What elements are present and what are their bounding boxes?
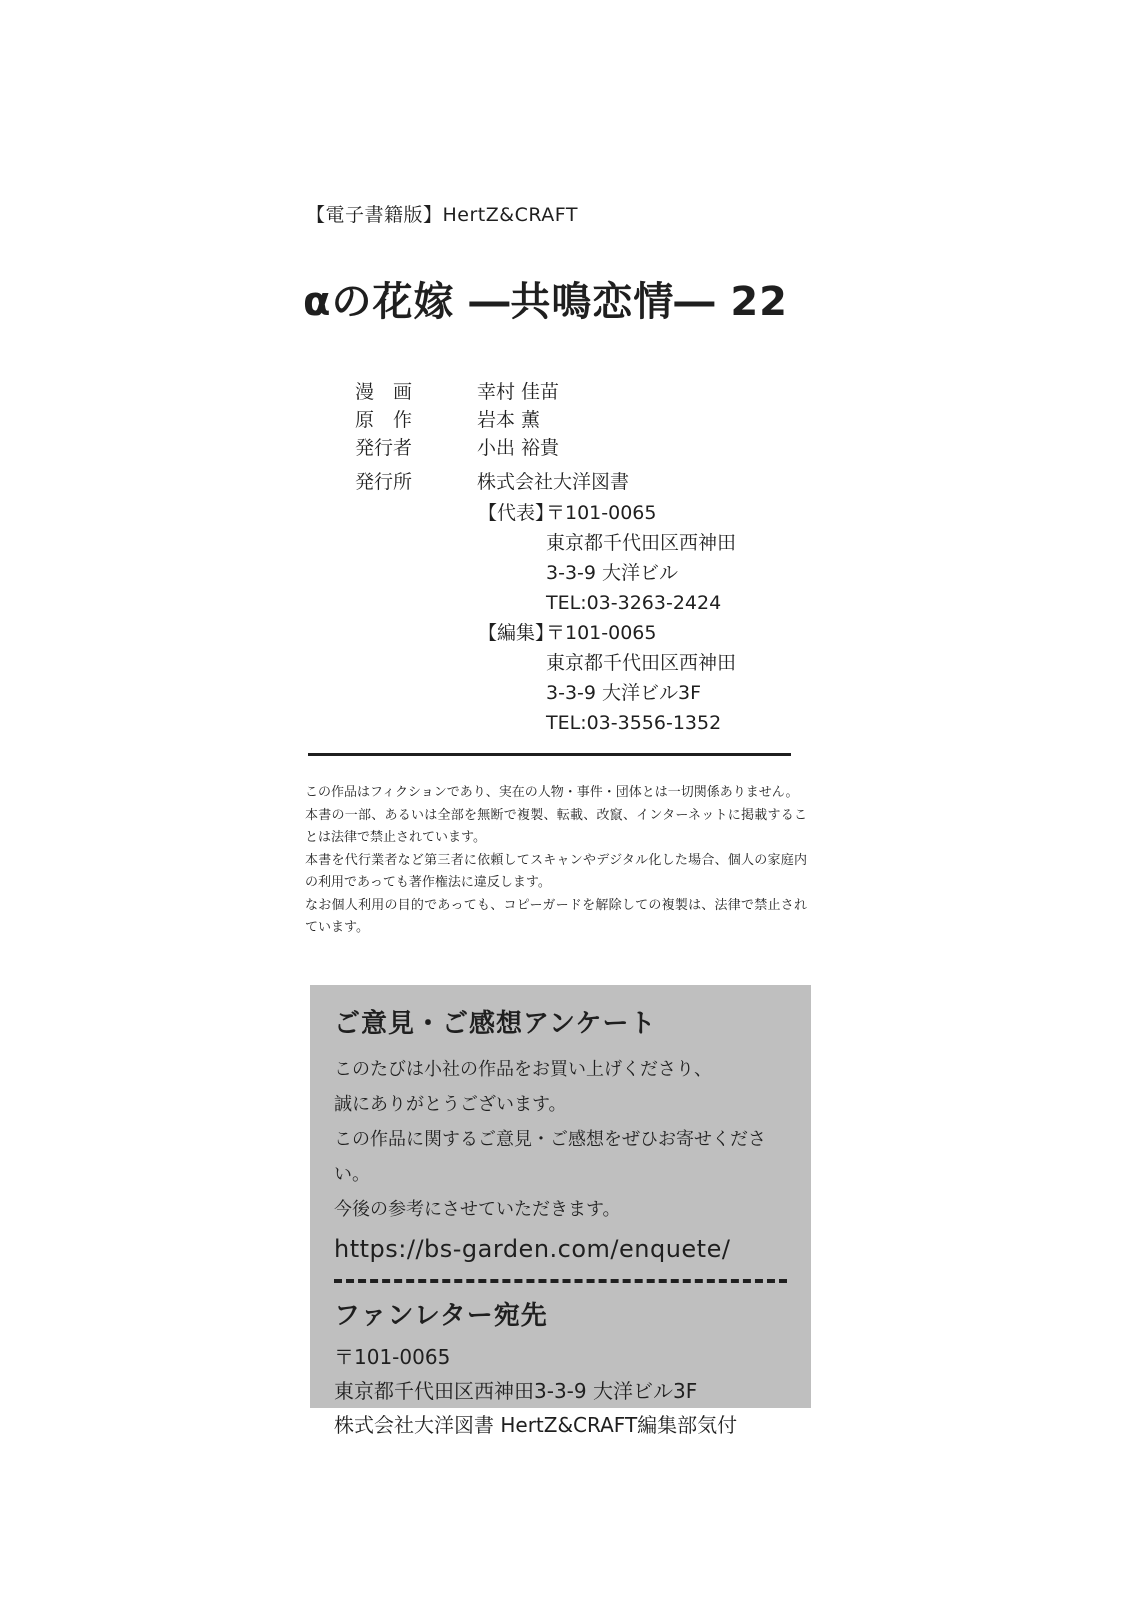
- postal-code: 〒101-0065: [546, 502, 657, 524]
- credit-row-original: [355, 406, 629, 434]
- credit-value: 幸村 佳苗: [477, 381, 560, 403]
- survey-title: ご意見・ご感想アンケート: [334, 1009, 657, 1039]
- address-line: 東京都千代田区西神田: [546, 652, 737, 674]
- credit-value: 小出 裕貴: [477, 437, 560, 459]
- disclaimer-paragraph: 本書を代行業者など第三者に依頼してスキャンやデジタル化した場合、個人の家庭内の利用であっても著作権法に違反します。: [305, 852, 807, 890]
- phone-number: TEL:03-3263-2424: [546, 592, 722, 614]
- postal-code: 〒101-0065: [546, 622, 657, 644]
- fanletter-recipient: 株式会社大洋図書 HertZ&CRAFT編集部気付: [334, 1413, 738, 1437]
- disclaimer-paragraph: なお個人利用の目的であっても、コピーガードを解除しての複製は、法律で禁止されています。: [305, 897, 807, 935]
- disclaimer-paragraph: この作品はフィクションであり、実在の人物・事件・団体とは一切関係ありません。: [305, 785, 799, 800]
- disclaimer-paragraph: 本書の一部、あるいは全部を無断で複製、転載、改竄、インターネットに掲載することは法律で禁止されています。: [305, 807, 807, 845]
- survey-url: https://bs-garden.com/enquete/: [334, 1235, 731, 1263]
- contact-editorial: [478, 618, 736, 738]
- credits-list: [355, 378, 629, 496]
- phone-number: TEL:03-3556-1352: [546, 712, 722, 734]
- contact-label: 【代表】: [478, 502, 555, 524]
- survey-box: [310, 985, 811, 1437]
- divider-rule: [308, 753, 791, 756]
- contact-label: 【編集】: [478, 622, 555, 644]
- survey-body-line: このたびは小社の作品をお買い上げくださり、: [334, 1059, 712, 1080]
- credit-label: 原 作: [355, 409, 413, 431]
- credit-row-manga: [355, 378, 629, 406]
- contact-address: [546, 618, 736, 738]
- credit-label: 発行者: [355, 437, 413, 459]
- credit-row-publisher-company: [355, 468, 629, 496]
- address-line: 東京都千代田区西神田: [546, 532, 737, 554]
- address-line: 3-3-9 大洋ビル3F: [546, 682, 702, 704]
- book-title: αの花嫁 ―共鳴恋情― 22: [303, 279, 788, 325]
- address-line: 3-3-9 大洋ビル: [546, 562, 679, 584]
- fanletter-address: 東京都千代田区西神田3-3-9 大洋ビル3F: [334, 1379, 698, 1403]
- contact-address: [546, 498, 736, 618]
- fanletter-title: ファンレター宛先: [334, 1301, 548, 1331]
- survey-body-line: 誠にありがとうございます。: [334, 1094, 567, 1115]
- fanletter-postal-code: 〒101-0065: [334, 1345, 451, 1369]
- credit-value: 株式会社大洋図書: [477, 471, 630, 493]
- publisher-contacts: [478, 498, 736, 738]
- edition-label: 【電子書籍版】HertZ&CRAFT: [306, 204, 578, 226]
- survey-body-line: この作品に関するご意見・ご感想をぜひお寄せください。: [334, 1129, 766, 1185]
- credit-label: 発行所: [355, 471, 413, 493]
- credit-row-publisher-person: [355, 434, 629, 462]
- survey-body-line: 今後の参考にさせていただきます。: [334, 1199, 621, 1220]
- credit-label: 漫 画: [355, 381, 413, 403]
- dashed-divider: [334, 1279, 787, 1283]
- legal-disclaimer: [305, 782, 807, 940]
- contact-representative: [478, 498, 736, 618]
- credit-value: 岩本 薫: [477, 409, 541, 431]
